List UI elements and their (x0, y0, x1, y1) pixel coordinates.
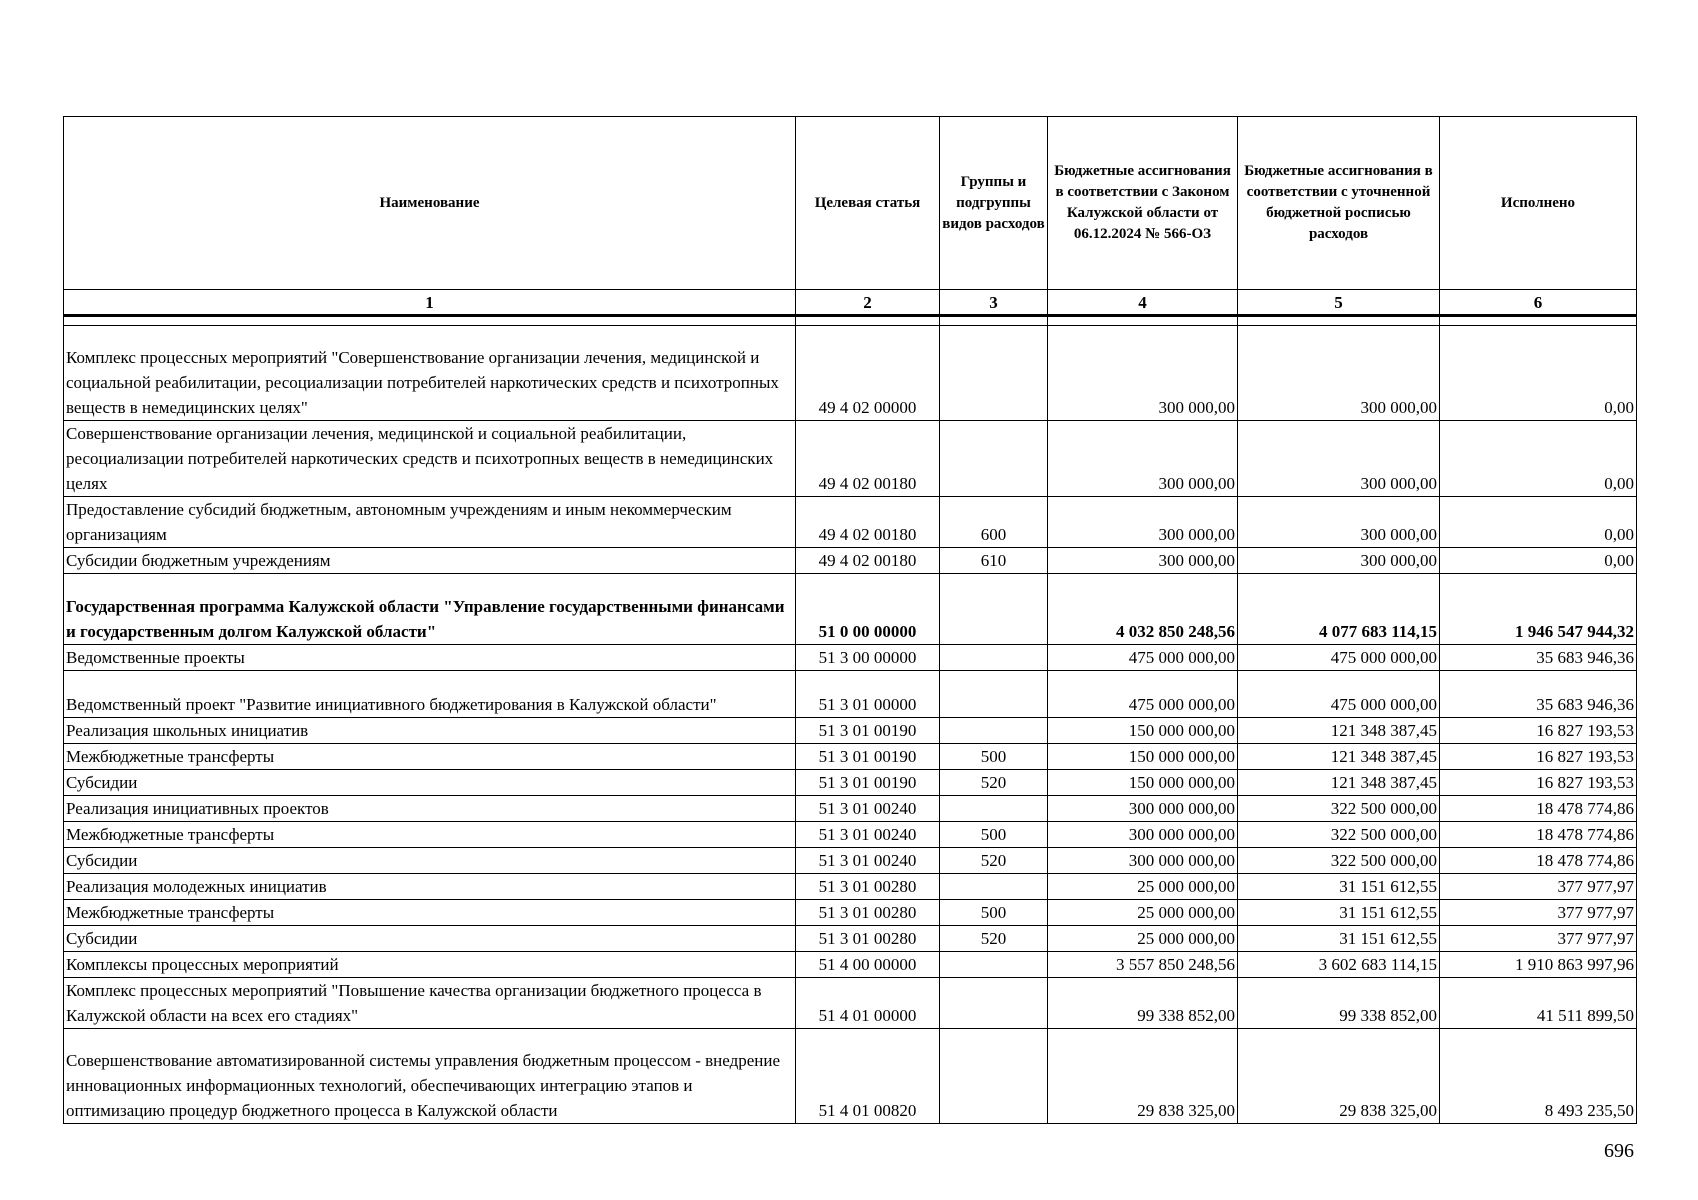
row-law-amount: 25 000 000,00 (1048, 874, 1238, 900)
row-code: 51 0 00 00000 (796, 574, 940, 645)
row-list-amount: 475 000 000,00 (1238, 645, 1440, 671)
row-list-amount: 300 000,00 (1238, 548, 1440, 574)
row-list-amount: 29 838 325,00 (1238, 1029, 1440, 1124)
row-name: Межбюджетные трансферты (64, 744, 796, 770)
column-number: 3 (940, 290, 1048, 316)
row-name: Предоставление субсидий бюджетным, автономным учреждениям и иным некоммерческим организациям (64, 497, 796, 548)
row-code: 51 3 01 00240 (796, 796, 940, 822)
table-row (64, 874, 1637, 900)
row-code: 49 4 02 00180 (796, 497, 940, 548)
column-number: 4 (1048, 290, 1238, 316)
table-row (64, 326, 1637, 421)
header-code: Целевая статья (796, 117, 940, 290)
row-executed-amount: 1 910 863 997,96 (1440, 952, 1637, 978)
table-row (64, 926, 1637, 952)
row-list-amount: 31 151 612,55 (1238, 900, 1440, 926)
row-list-amount: 300 000,00 (1238, 326, 1440, 421)
table-row (64, 645, 1637, 671)
table-row (64, 848, 1637, 874)
row-law-amount: 99 338 852,00 (1048, 978, 1238, 1029)
row-group (940, 645, 1048, 671)
column-number-row (64, 290, 1637, 316)
row-group (940, 796, 1048, 822)
row-list-amount: 3 602 683 114,15 (1238, 952, 1440, 978)
row-law-amount: 150 000 000,00 (1048, 744, 1238, 770)
row-name: Комплекс процессных мероприятий "Повышение качества организации бюджетного процесса в Калужской области на всех его стадиях" (64, 978, 796, 1029)
row-law-amount: 300 000,00 (1048, 421, 1238, 497)
row-group (940, 574, 1048, 645)
table-row (64, 796, 1637, 822)
row-law-amount: 300 000,00 (1048, 548, 1238, 574)
row-law-amount: 3 557 850 248,56 (1048, 952, 1238, 978)
header-list: Бюджетные ассигнования в соответствии с уточненной бюджетной росписью расходов (1238, 117, 1440, 290)
row-name: Межбюджетные трансферты (64, 900, 796, 926)
row-code: 51 4 00 00000 (796, 952, 940, 978)
row-code: 51 3 01 00000 (796, 671, 940, 718)
table-row (64, 978, 1637, 1029)
row-name: Субсидии (64, 770, 796, 796)
column-number: 5 (1238, 290, 1440, 316)
row-code: 49 4 02 00180 (796, 421, 940, 497)
row-list-amount: 121 348 387,45 (1238, 770, 1440, 796)
column-number: 6 (1440, 290, 1637, 316)
row-list-amount: 99 338 852,00 (1238, 978, 1440, 1029)
row-name: Реализация инициативных проектов (64, 796, 796, 822)
table-row (64, 718, 1637, 744)
row-law-amount: 475 000 000,00 (1048, 645, 1238, 671)
row-name: Субсидии бюджетным учреждениям (64, 548, 796, 574)
row-executed-amount: 16 827 193,53 (1440, 744, 1637, 770)
row-group (940, 874, 1048, 900)
row-name: Государственная программа Калужской области "Управление государственными финансами и государственным долгом Калужской области" (64, 574, 796, 645)
row-code: 51 3 00 00000 (796, 645, 940, 671)
row-code: 51 3 01 00280 (796, 926, 940, 952)
page-number: 696 (1604, 1140, 1634, 1162)
row-executed-amount: 0,00 (1440, 548, 1637, 574)
row-group: 520 (940, 848, 1048, 874)
row-executed-amount: 0,00 (1440, 497, 1637, 548)
row-name: Межбюджетные трансферты (64, 822, 796, 848)
row-executed-amount: 377 977,97 (1440, 874, 1637, 900)
row-executed-amount: 35 683 946,36 (1440, 645, 1637, 671)
row-law-amount: 4 032 850 248,56 (1048, 574, 1238, 645)
row-executed-amount: 0,00 (1440, 326, 1637, 421)
row-name: Реализация школьных инициатив (64, 718, 796, 744)
column-number: 2 (796, 290, 940, 316)
row-law-amount: 150 000 000,00 (1048, 770, 1238, 796)
row-code: 51 3 01 00280 (796, 874, 940, 900)
row-law-amount: 475 000 000,00 (1048, 671, 1238, 718)
row-name: Реализация молодежных инициатив (64, 874, 796, 900)
row-executed-amount: 18 478 774,86 (1440, 822, 1637, 848)
budget-table (63, 116, 1637, 1124)
row-name: Совершенствование организации лечения, медицинской и социальной реабилитации, ресоциализации потребителей наркотических средств и психотропных веществ в немедицинских целях (64, 421, 796, 497)
header-done: Исполнено (1440, 117, 1637, 290)
row-name: Совершенствование автоматизированной системы управления бюджетным процессом - внедрение инновационных информационных технологий, обеспечивающих интеграцию этапов и оптимизацию процедур бюджетного процесса в Калужской области (64, 1029, 796, 1124)
column-number: 1 (64, 290, 796, 316)
row-code: 49 4 02 00180 (796, 548, 940, 574)
row-law-amount: 300 000 000,00 (1048, 848, 1238, 874)
header-row (64, 117, 1637, 290)
table-row (64, 548, 1637, 574)
row-group (940, 1029, 1048, 1124)
row-group (940, 326, 1048, 421)
row-group (940, 978, 1048, 1029)
row-law-amount: 300 000,00 (1048, 497, 1238, 548)
row-executed-amount: 16 827 193,53 (1440, 718, 1637, 744)
row-group: 520 (940, 770, 1048, 796)
row-code: 49 4 02 00000 (796, 326, 940, 421)
row-code: 51 3 01 00190 (796, 718, 940, 744)
table-row (64, 822, 1637, 848)
row-name: Субсидии (64, 848, 796, 874)
row-law-amount: 300 000 000,00 (1048, 822, 1238, 848)
row-list-amount: 4 077 683 114,15 (1238, 574, 1440, 645)
table-body (64, 316, 1637, 1124)
row-code: 51 3 01 00190 (796, 770, 940, 796)
row-name: Комплексы процессных мероприятий (64, 952, 796, 978)
header-name: Наименование (64, 117, 796, 290)
row-law-amount: 300 000 000,00 (1048, 796, 1238, 822)
row-executed-amount: 41 511 899,50 (1440, 978, 1637, 1029)
table-row (64, 744, 1637, 770)
row-group (940, 952, 1048, 978)
table-row (64, 421, 1637, 497)
budget-table-container (63, 116, 1637, 1124)
row-law-amount: 300 000,00 (1048, 326, 1238, 421)
row-executed-amount: 16 827 193,53 (1440, 770, 1637, 796)
row-list-amount: 121 348 387,45 (1238, 744, 1440, 770)
row-list-amount: 300 000,00 (1238, 497, 1440, 548)
header-group: Группы и подгруппы видов расходов (940, 117, 1048, 290)
table-row (64, 770, 1637, 796)
row-code: 51 4 01 00000 (796, 978, 940, 1029)
row-executed-amount: 35 683 946,36 (1440, 671, 1637, 718)
row-executed-amount: 0,00 (1440, 421, 1637, 497)
row-executed-amount: 1 946 547 944,32 (1440, 574, 1637, 645)
table-row (64, 900, 1637, 926)
row-list-amount: 31 151 612,55 (1238, 926, 1440, 952)
table-row (64, 671, 1637, 718)
row-executed-amount: 18 478 774,86 (1440, 796, 1637, 822)
row-group: 500 (940, 744, 1048, 770)
row-group: 610 (940, 548, 1048, 574)
row-group: 500 (940, 900, 1048, 926)
row-code: 51 3 01 00280 (796, 900, 940, 926)
header-law: Бюджетные ассигнования в соответствии с Законом Калужской области от 06.12.2024 № 566-ОЗ (1048, 117, 1238, 290)
row-list-amount: 322 500 000,00 (1238, 848, 1440, 874)
row-group: 500 (940, 822, 1048, 848)
row-group (940, 421, 1048, 497)
row-list-amount: 121 348 387,45 (1238, 718, 1440, 744)
row-group (940, 671, 1048, 718)
row-name: Субсидии (64, 926, 796, 952)
row-code: 51 4 01 00820 (796, 1029, 940, 1124)
table-row (64, 574, 1637, 645)
row-list-amount: 322 500 000,00 (1238, 822, 1440, 848)
row-law-amount: 29 838 325,00 (1048, 1029, 1238, 1124)
spacer-row (64, 316, 1637, 326)
row-law-amount: 150 000 000,00 (1048, 718, 1238, 744)
row-list-amount: 300 000,00 (1238, 421, 1440, 497)
row-name: Ведомственные проекты (64, 645, 796, 671)
row-executed-amount: 377 977,97 (1440, 900, 1637, 926)
row-list-amount: 475 000 000,00 (1238, 671, 1440, 718)
row-law-amount: 25 000 000,00 (1048, 900, 1238, 926)
row-group: 600 (940, 497, 1048, 548)
row-group (940, 718, 1048, 744)
row-list-amount: 31 151 612,55 (1238, 874, 1440, 900)
table-row (64, 497, 1637, 548)
row-group: 520 (940, 926, 1048, 952)
table-row (64, 952, 1637, 978)
row-code: 51 3 01 00190 (796, 744, 940, 770)
row-law-amount: 25 000 000,00 (1048, 926, 1238, 952)
row-name: Комплекс процессных мероприятий "Совершенствование организации лечения, медицинской и социальной реабилитации, ресоциализации потребителей наркотических средств и психотропных веществ в немедицинских целях" (64, 326, 796, 421)
row-list-amount: 322 500 000,00 (1238, 796, 1440, 822)
row-name: Ведомственный проект "Развитие инициативного бюджетирования в Калужской области" (64, 671, 796, 718)
row-code: 51 3 01 00240 (796, 848, 940, 874)
row-executed-amount: 8 493 235,50 (1440, 1029, 1637, 1124)
table-row (64, 1029, 1637, 1124)
row-code: 51 3 01 00240 (796, 822, 940, 848)
row-executed-amount: 377 977,97 (1440, 926, 1637, 952)
row-executed-amount: 18 478 774,86 (1440, 848, 1637, 874)
